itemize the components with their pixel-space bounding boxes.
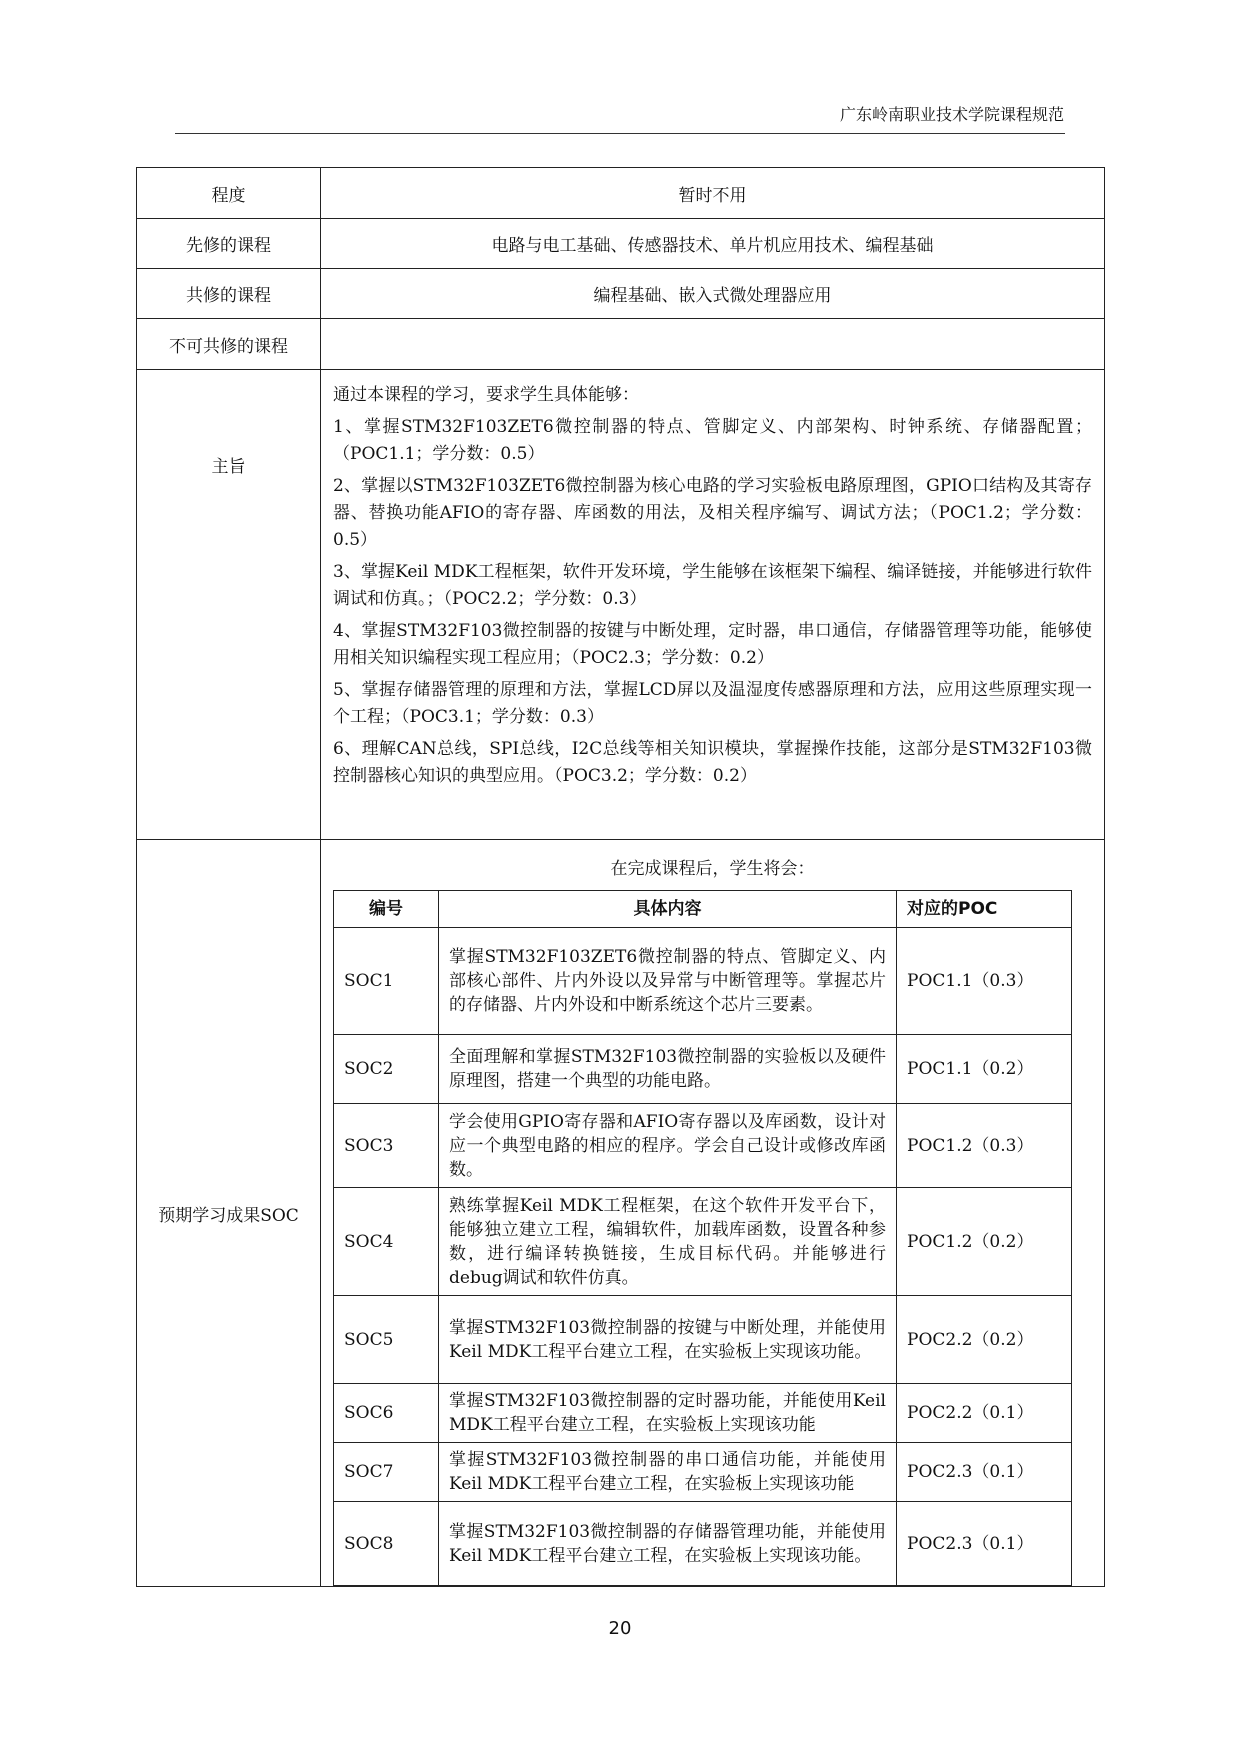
- soc-caption: 在完成课程后，学生将会：: [610, 859, 815, 879]
- row-soc: [137, 840, 1105, 1587]
- table-row: [334, 1502, 1072, 1586]
- row-aims: [137, 370, 1105, 840]
- soc-poc: POC1.2（0.2）: [897, 1188, 1072, 1296]
- label-prereq: 先修的课程: [137, 219, 321, 269]
- value-level: 暂时不用: [321, 168, 1105, 219]
- soc-content: [321, 840, 1105, 1587]
- table-row: [334, 1296, 1072, 1384]
- running-header: 广东岭南职业技术学院课程规范: [839, 105, 1064, 124]
- soc-content-cell: 学会使用GPIO寄存器和AFIO寄存器以及库函数，设计对应一个典型电路的相应的程序。学会自己设计或修改库函数。: [439, 1104, 897, 1188]
- label-aims: 主旨: [137, 370, 321, 840]
- soc-id: SOC8: [334, 1502, 439, 1586]
- header-rule: [175, 133, 1065, 134]
- page-number: 20: [608, 1618, 632, 1639]
- col-header-content: 具体内容: [439, 891, 897, 928]
- soc-id: SOC1: [334, 928, 439, 1035]
- soc-content-cell: 掌握STM32F103微控制器的串口通信功能，并能使用Keil MDK工程平台建立工程，在实验板上实现该功能: [439, 1443, 897, 1502]
- soc-poc: POC2.2（0.2）: [897, 1296, 1072, 1384]
- soc-content-cell: 全面理解和掌握STM32F103微控制器的实验板以及硬件原理图，搭建一个典型的功能电路。: [439, 1035, 897, 1104]
- aim-item: 3、掌握Keil MDK工程框架，软件开发环境，学生能够在该框架下编程、编译链接，并能够进行软件调试和仿真。；（POC2.2；学分数：0.3）: [333, 562, 1092, 609]
- aim-item: 2、掌握以STM32F103ZET6微控制器为核心电路的学习实验板电路原理图，GPIO口结构及其寄存器、替换功能AFIO的寄存器、库函数的用法，及相关程序编写、调试方法；（POC1.2；学分数：0.5）: [333, 476, 1092, 550]
- soc-poc: POC1.2（0.3）: [897, 1104, 1072, 1188]
- soc-id: SOC7: [334, 1443, 439, 1502]
- soc-header-row: [334, 891, 1072, 928]
- row-prereq: [137, 219, 1105, 269]
- table-row: [334, 1035, 1072, 1104]
- aim-item: 4、掌握STM32F103微控制器的按键与中断处理，定时器，串口通信，存储器管理等功能，能够使用相关知识编程实现工程应用；（POC2.3；学分数：0.2）: [333, 621, 1092, 668]
- soc-poc: POC2.3（0.1）: [897, 1443, 1072, 1502]
- soc-id: SOC4: [334, 1188, 439, 1296]
- soc-content-cell: 掌握STM32F103微控制器的按键与中断处理，并能使用Keil MDK工程平台建立工程，在实验板上实现该功能。: [439, 1296, 897, 1384]
- value-excluded: [321, 319, 1105, 370]
- soc-table: [333, 890, 1072, 1586]
- table-row: [334, 1188, 1072, 1296]
- soc-id: SOC3: [334, 1104, 439, 1188]
- course-spec-table: [136, 167, 1105, 1587]
- aim-item: 5、掌握存储器管理的原理和方法，掌握LCD屏以及温湿度传感器原理和方法，应用这些原理实现一个工程；（POC3.1；学分数：0.3）: [333, 680, 1092, 727]
- soc-poc: POC1.1（0.2）: [897, 1035, 1072, 1104]
- soc-content-cell: 掌握STM32F103微控制器的存储器管理功能，并能使用Keil MDK工程平台建立工程，在实验板上实现该功能。: [439, 1502, 897, 1586]
- row-excluded: [137, 319, 1105, 370]
- soc-poc: POC1.1（0.3）: [897, 928, 1072, 1035]
- soc-content-cell: 熟练掌握Keil MDK工程框架，在这个软件开发平台下，能够独立建立工程，编辑软件，加载库函数，设置各种参数，进行编译转换链接，生成目标代码。并能够进行debug调试和软件仿真。: [439, 1188, 897, 1296]
- table-row: [334, 928, 1072, 1035]
- row-coreq: [137, 269, 1105, 319]
- soc-content-cell: 掌握STM32F103ZET6微控制器的特点、管脚定义、内部核心部件、片内外设以及异常与中断管理等。掌握芯片的存储器、片内外设和中断系统这个芯片三要素。: [439, 928, 897, 1035]
- label-soc: 预期学习成果SOC: [137, 840, 321, 1587]
- soc-id: SOC6: [334, 1384, 439, 1443]
- value-prereq: 电路与电工基础、传感器技术、单片机应用技术、编程基础: [321, 219, 1105, 269]
- soc-poc: POC2.3（0.1）: [897, 1502, 1072, 1586]
- soc-id: SOC2: [334, 1035, 439, 1104]
- label-excluded: 不可共修的课程: [137, 319, 321, 370]
- soc-id: SOC5: [334, 1296, 439, 1384]
- col-header-id: 编号: [334, 891, 439, 928]
- aims-content: [321, 370, 1105, 840]
- table-row: [334, 1443, 1072, 1502]
- aim-item: 6、理解CAN总线，SPI总线，I2C总线等相关知识模块，掌握操作技能，这部分是STM32F103微控制器核心知识的典型应用。（POC3.2；学分数：0.2）: [333, 739, 1092, 786]
- table-row: [334, 1104, 1072, 1188]
- soc-content-cell: 掌握STM32F103微控制器的定时器功能，并能使用Keil MDK工程平台建立工程，在实验板上实现该功能: [439, 1384, 897, 1443]
- label-level: 程度: [137, 168, 321, 219]
- label-coreq: 共修的课程: [137, 269, 321, 319]
- soc-poc: POC2.2（0.1）: [897, 1384, 1072, 1443]
- aim-item: 1、掌握STM32F103ZET6微控制器的特点、管脚定义、内部架构、时钟系统、存储器配置；（POC1.1；学分数：0.5）: [333, 417, 1092, 464]
- table-row: [334, 1384, 1072, 1443]
- col-header-poc: 对应的POC: [897, 891, 1072, 928]
- value-coreq: 编程基础、嵌入式微处理器应用: [321, 269, 1105, 319]
- row-level: [137, 168, 1105, 219]
- aims-intro: 通过本课程的学习，要求学生具体能够：: [333, 385, 639, 405]
